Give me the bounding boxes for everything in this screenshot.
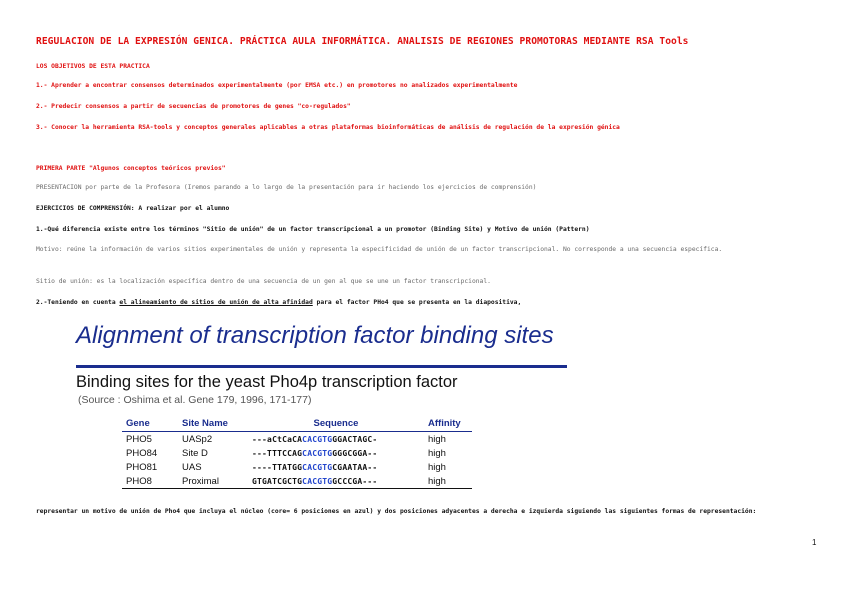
column-header-site-name: Site Name [178,418,248,432]
presentation-text: PRESENTACION por parte de la Profesora (Iremos parando a lo largo de la presentación para ir haciendo los ejercicios de comprensión) [36,184,537,191]
sequence-flank-left: ---aCtCaCA [252,435,303,444]
gene-cell: PHO5 [126,434,152,445]
table-row [122,474,472,489]
objective-2: 2.- Predecir consensos a partir de secuencias de promotores de genes "co-regulados" [36,103,351,110]
sequence-cell [248,432,424,447]
affinity-cell: high [424,474,472,489]
site-cell: UASp2 [182,434,213,445]
sequence-flank-left: ---TTTCCAG [252,449,303,458]
sequence-flank-left: GTGATCGCTG [252,477,303,486]
site-cell: UAS [182,462,202,473]
binding-sites-table [122,418,472,489]
affinity-cell: high [428,462,446,473]
gene-cell: PHO84 [126,448,158,459]
sequence-flank-right: CGAATAA-- [332,463,378,472]
gene-cell: PHO81 [126,462,158,473]
site-cell: Site D [182,448,208,459]
column-header-affinity: Affinity [424,418,472,432]
question-2-continuation: representar un motivo de unión de Pho4 que incluya el núcleo (core= 6 posiciones en azul) y dos posiciones adyacentes a derecha e izquierda siguiendo las siguientes formas de representación: [36,508,757,515]
sequence-cell [248,460,424,474]
gene-cell: PHO8 [122,474,178,489]
table-row [122,460,472,474]
page-number: 1 [812,538,817,547]
figure-rule [76,365,567,368]
answer-site: Sitio de unión: es la localización específica dentro de una secuencia de un gen al que se une un factor transcripcional. [36,278,491,285]
sequence-flank-right: GGACTAGC- [332,435,378,444]
sequence-cell [248,446,424,460]
sequence-flank-left: ----TTATGG [252,463,303,472]
document-title: REGULACION DE LA EXPRESIÓN GENICA. PRÁCTICA AULA INFORMÁTICA. ANALISIS DE REGIONES PROMOTORAS MEDIANTE RSA Tools [36,36,689,47]
site-cell: Proximal [178,474,248,489]
part-heading: PRIMERA PARTE "Algunos conceptos teóricos previos" [36,165,226,172]
sequence-flank-right: GCCCGA--- [332,477,378,486]
sequence-core: CACGTG [302,463,333,472]
exercises-heading: EJERCICIOS DE COMPRENSIÓN: A realizar por el alumno [36,205,230,212]
question-2-underlined: el alineamiento de sitios de unión de alta afinidad [119,299,313,306]
sequence-core: CACGTG [302,435,333,444]
sequence-cell [248,474,424,489]
answer-motif: Motivo: reúne la información de varios sitios experimentales de unión y representa la especificidad de unión de un factor transcripcional. No corresponde a una secuencia específica. [36,246,723,253]
figure-subtitle: Binding sites for the yeast Pho4p transcription factor [76,373,458,391]
sequence-flank-right: GGGCGGA-- [332,449,378,458]
sequence-core: CACGTG [302,477,333,486]
column-header-sequence: Sequence [248,418,424,432]
table-header-row [122,418,472,432]
question-2-post: para el factor PHo4 que se presenta en la diapositiva, [312,299,522,306]
table-row [122,432,472,447]
objective-1: 1.- Aprender a encontrar consensos determinados experimentalmente (por EMSA etc.) en promotores no analizados experimentalmente [36,82,518,89]
objectives-heading: LOS OBJETIVOS DE ESTA PRACTICA [36,63,150,70]
table-row [122,446,472,460]
figure-source: (Source : Oshima et al. Gene 179, 1996, 171-177) [78,394,312,406]
question-1: 1.-Qué diferencia existe entre los términos "Sitio de unión" de un factor transcripcional a un promotor (Binding Site) y Motivo de unión (Pattern) [36,226,590,233]
affinity-cell: high [428,448,446,459]
figure-title: Alignment of transcription factor binding sites [76,322,554,349]
sequence-core: CACGTG [302,449,333,458]
objective-3: 3.- Conocer la herramienta RSA-tools y conceptos generales aplicables a otras plataformas bioinformáticas de análisis de regulación de la expresión génica [36,124,620,131]
question-2 [36,299,521,306]
question-2-pre: 2.-Teniendo en cuenta [36,299,120,306]
affinity-cell: high [428,434,446,445]
column-header-gene: Gene [122,418,178,432]
